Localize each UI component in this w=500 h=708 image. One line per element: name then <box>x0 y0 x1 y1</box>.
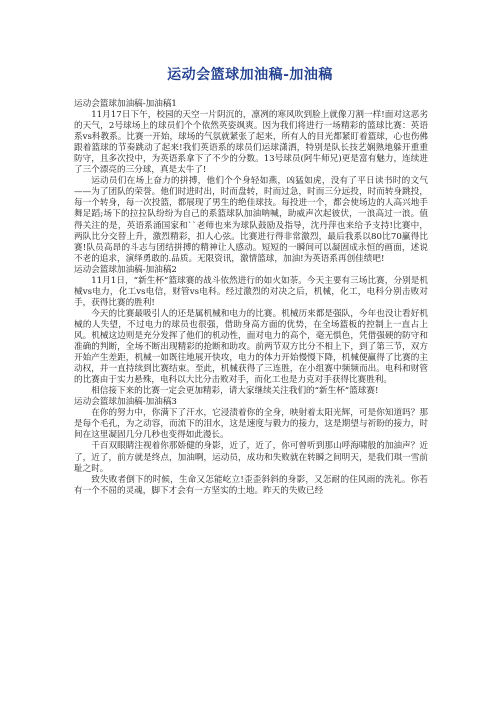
section-heading: 运动会篮球加油稿-加油稿1 <box>74 99 177 109</box>
section-heading: 运动会篮球加油稿-加油稿2 <box>74 264 177 275</box>
paragraph: 运动员们在场上奋力的拼搏，他们个个身轻如燕，凶猛如虎，没有了平日读书时的文气——为了团队的荣誉。他们时进时出，时而盘转，时而过急，时而三分远投，时而转身跳投，每一个转身，每一次投篮，都展现了男生的绝佳球技。每投进一个，都会使场边的人高兴地手舞足蹈;场下的拉拉队纷纷为自己的系篮球队加油呐喊，助威声次起彼伏，一浪高过一浪。值得关注的是，英语系涌国家和``老师也来为球队鼓励及指导，沈丹萍也来给予支持!比赛中，两队比分交替上升，激烈精彩，扣人心弦。比赛进行得非常激烈，最后我系以80比70赢得比赛!队员高昂的斗志与团结拼搏的精神让人感动。短短的一瞬间可以凝固成永恒的画面，述说不老的追求，演绎勇敢的.品质。无限资讯，激情篮球，加油!为英语系再创佳绩吧! <box>74 176 428 264</box>
paragraph: 今天的比赛最吸引人的还是属机械和电力的比赛。机械历来都是强队，今年也没让看好机械的人失望，不过电力的球员也很强，借助身高方面的优势，在全场篮板的控制上一直占上风。机械这边则是充分发挥了他们的机动性，面对电力的高个，毫无惧色，凭借强硬的防守和准确的判断，全场不断出现精彩的抢断和助攻。前两节双方比分不相上下，到了第三节，双方开始产生差距，机械一如既往地展开快攻，电力的体力开始慢慢下降，机械便赢得了比赛的主动权，并一直持续到比赛结束。至此，机械获得了三连胜，在小组赛中频频而出。电科和财管的比赛由于实力悬殊，电科以大比分击败对手，而化工也是力克对手获得比赛胜利。 <box>74 308 428 386</box>
paragraph: 致失败者倒下的时候，生命又怎能屹立!歪歪斜斜的身影，又怎耐的住风雨的洗礼。你若有一个不屈的灵魂，脚下才会有一方坚实的土地。昨天的失败已经 <box>74 474 428 496</box>
document-body <box>74 99 428 497</box>
paragraph: 千百双眼睛注视着你那娇健的身影，近了，近了，你可曾听到那山呼海啸般的加油声？近了，近了，前方就是终点，加油啊，运动员，成功和失败就在转瞬之间明天，是我们琪一雪前耻之时。 <box>74 441 428 474</box>
section-heading: 运动会篮球加油稿-加油稿3 <box>74 397 177 408</box>
paragraph: 11月1日，“新生杯”篮球赛的战斗依然进行的如火如荼。今天主要有三场比赛，分别是机械vs电力，化工vs电信，财管vs电科。经过激烈的对决之后，机械，化工，电科分别击败对手，获得比赛的胜利! <box>74 275 428 308</box>
paragraph: 相信接下来的比赛一定会更加精彩，请大家继续关注我们的“新生杯”篮球赛! <box>91 386 379 397</box>
paragraph: 11月17日下午，校园的天空一片阴沉的，凛冽的寒风吹到脸上就像刀割一样!面对这恶劣的天气，2号球场上的球员们个个依然英姿飒爽。因为我们将进行一场精彩的篮球比赛：英语系vs科教系。比赛一开始，球场的气氛就紧张了起来，所有人的目光都紧盯着篮球，心也伤佛跟着篮球的节奏跳动了起来!我们英语系的球员们运球潇洒，特别是队长技艺娴熟地躲开重重防守，且多次投中，为英语系拿下了不少的分数。13号球员(阿牛师兄)更是富有魅力，连续进了三个漂亮的三分球，真是太牛了! <box>74 110 428 176</box>
document-title: 运动会篮球加油稿-加油稿 <box>167 67 333 83</box>
paragraph: 在你的努力中，你满下了汗水，它浸渍着你的全身，映射着太阳光辉，可是你知道吗？那是每个毛孔，为之动容，而流下的泪水，这是速度与毅力的接力，这是期望与祈盼的接力，时间在这里凝固几分几秒也变得如此漫长。 <box>74 408 428 441</box>
